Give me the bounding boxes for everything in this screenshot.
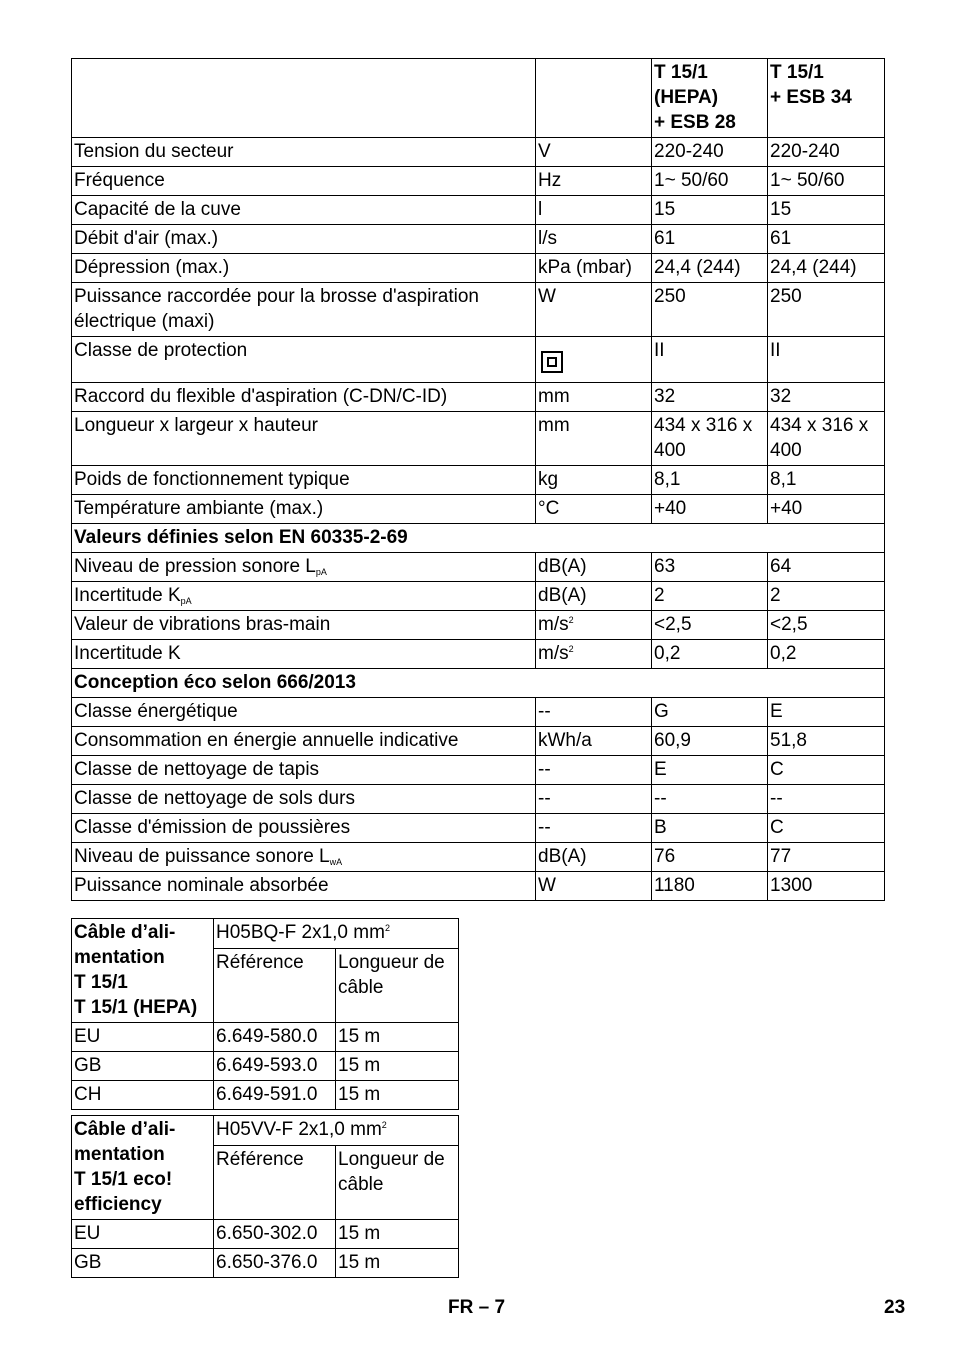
value-model-1: 8,1 [652, 466, 768, 495]
value-model-1: 32 [652, 383, 768, 412]
row-unit: kWh/a [536, 727, 652, 756]
value-model-2: 220-240 [768, 138, 885, 167]
row-unit: mm [536, 412, 652, 466]
table-row [72, 785, 885, 814]
value-model-2: 1300 [768, 872, 885, 901]
table-row [72, 337, 885, 383]
cable-length-header: Longueur de câble [336, 949, 459, 1023]
value-model-2: -- [768, 785, 885, 814]
reference-cell: 6.649-593.0 [214, 1052, 336, 1081]
value-model-2: 250 [768, 283, 885, 337]
table-row [72, 225, 885, 254]
value-model-1: 250 [652, 283, 768, 337]
table-row [72, 283, 885, 337]
table-row [72, 814, 885, 843]
value-model-2: 8,1 [768, 466, 885, 495]
reference-header: Référence [214, 949, 336, 1023]
country-cell: GB [72, 1052, 214, 1081]
value-model-1: 1180 [652, 872, 768, 901]
row-label: Poids de fonctionnement typique [72, 466, 536, 495]
table-row [72, 611, 885, 640]
row-unit: -- [536, 814, 652, 843]
value-model-1: 1~ 50/60 [652, 167, 768, 196]
table-row [72, 167, 885, 196]
row-unit: kg [536, 466, 652, 495]
table-row [72, 1023, 459, 1052]
section-row [72, 669, 885, 698]
table-row [72, 196, 885, 225]
row-unit: dB(A) [536, 843, 652, 872]
row-unit: mm [536, 383, 652, 412]
row-label: Puissance nominale absorbée [72, 872, 536, 901]
cable-table-title: Câble d’ali- mentation T 15/1 eco! efficiency [72, 1116, 214, 1220]
value-model-1: 15 [652, 196, 768, 225]
row-label: Température ambiante (max.) [72, 495, 536, 524]
row-unit: W [536, 283, 652, 337]
value-model-2: 0,2 [768, 640, 885, 669]
row-unit: W [536, 872, 652, 901]
power-cable-table-2 [71, 1115, 459, 1278]
country-cell: CH [72, 1081, 214, 1110]
row-unit: l [536, 196, 652, 225]
length-cell: 15 m [336, 1249, 459, 1278]
row-label: Raccord du flexible d'aspiration (C-DN/C-ID) [72, 383, 536, 412]
table-row [72, 254, 885, 283]
reference-cell: 6.650-376.0 [214, 1249, 336, 1278]
value-model-1: 2 [652, 582, 768, 611]
value-model-2: 434 x 316 x 400 [768, 412, 885, 466]
row-label: Valeur de vibrations bras-main [72, 611, 536, 640]
value-model-2: 77 [768, 843, 885, 872]
value-model-2: C [768, 814, 885, 843]
column-header-model-1: T 15/1 (HEPA) + ESB 28 [652, 59, 768, 138]
row-unit: dB(A) [536, 582, 652, 611]
table-row [72, 495, 885, 524]
value-model-2: 2 [768, 582, 885, 611]
row-label: Incertitude K [72, 640, 536, 669]
row-label: Tension du secteur [72, 138, 536, 167]
value-model-2: 61 [768, 225, 885, 254]
technical-data-table [71, 58, 885, 901]
cable-type: H05BQ-F 2x1,0 $mm^2$ [214, 919, 459, 949]
country-cell: GB [72, 1249, 214, 1278]
row-label: Classe d'émission de poussières [72, 814, 536, 843]
country-cell: EU [72, 1220, 214, 1249]
row-unit: kPa (mbar) [536, 254, 652, 283]
table-row [72, 582, 885, 611]
section-row [72, 524, 885, 553]
length-cell: 15 m [336, 1052, 459, 1081]
cable-length-header: Longueur de câble [336, 1146, 459, 1220]
table-row [72, 466, 885, 495]
table-row [72, 553, 885, 582]
value-model-1: +40 [652, 495, 768, 524]
row-unit: V [536, 138, 652, 167]
value-model-1: -- [652, 785, 768, 814]
row-label: Capacité de la cuve [72, 196, 536, 225]
value-model-2: 1~ 50/60 [768, 167, 885, 196]
value-model-1: 0,2 [652, 640, 768, 669]
page-number: 23 [884, 1297, 906, 1318]
row-unit [536, 337, 652, 383]
value-model-1: G [652, 698, 768, 727]
reference-cell: 6.649-580.0 [214, 1023, 336, 1052]
row-label: Niveau de pression sonore $L_{pA}$ [72, 553, 536, 582]
row-label: Longueur x largeur x hauteur [72, 412, 536, 466]
row-unit: $m/s^2$ [536, 611, 652, 640]
value-model-1: 60,9 [652, 727, 768, 756]
value-model-2: C [768, 756, 885, 785]
row-unit: °C [536, 495, 652, 524]
column-header-model-2: T 15/1 + ESB 34 [768, 59, 885, 138]
table-row [72, 1220, 459, 1249]
table-row [72, 756, 885, 785]
table-row [72, 1052, 459, 1081]
row-label: Classe de protection [72, 337, 536, 383]
row-label: Dépression (max.) [72, 254, 536, 283]
header-empty-cell [536, 59, 652, 138]
footer-section-label: FR – 7 [448, 1297, 506, 1318]
length-cell: 15 m [336, 1081, 459, 1110]
row-unit: Hz [536, 167, 652, 196]
table-row [72, 383, 885, 412]
value-model-1: E [652, 756, 768, 785]
value-model-2: 24,4 (244) [768, 254, 885, 283]
table-row [72, 872, 885, 901]
row-label: Débit d'air (max.) [72, 225, 536, 254]
row-label: Fréquence [72, 167, 536, 196]
value-model-2: 15 [768, 196, 885, 225]
value-model-1: II [652, 337, 768, 383]
value-model-2: +40 [768, 495, 885, 524]
header-empty-cell [72, 59, 536, 138]
row-label: Incertitude $K_{pA}$ [72, 582, 536, 611]
value-model-2: E [768, 698, 885, 727]
table-row [72, 1081, 459, 1110]
cable-table-title: Câble d’ali- mentation T 15/1 T 15/1 (HEPA) [72, 919, 214, 1023]
table-row [72, 412, 885, 466]
power-cable-table-1 [71, 918, 459, 1110]
country-cell: EU [72, 1023, 214, 1052]
value-model-1: 76 [652, 843, 768, 872]
value-model-1: 61 [652, 225, 768, 254]
value-model-1: 63 [652, 553, 768, 582]
row-label: Niveau de puissance sonore $L_{wA}$ [72, 843, 536, 872]
reference-header: Référence [214, 1146, 336, 1220]
value-model-2: 51,8 [768, 727, 885, 756]
value-model-1: 220-240 [652, 138, 768, 167]
value-model-1: 434 x 316 x 400 [652, 412, 768, 466]
reference-cell: 6.650-302.0 [214, 1220, 336, 1249]
row-label: Classe de nettoyage de tapis [72, 756, 536, 785]
row-unit: -- [536, 785, 652, 814]
row-unit: $m/s^2$ [536, 640, 652, 669]
row-label: Classe énergétique [72, 698, 536, 727]
table-row [72, 640, 885, 669]
section-heading-noise: Valeurs définies selon EN 60335-2-69 [72, 524, 885, 553]
row-label: Puissance raccordée pour la brosse d'aspiration électrique (maxi) [72, 283, 536, 337]
table-row [72, 1249, 459, 1278]
value-model-2: <2,5 [768, 611, 885, 640]
table-header-row [72, 59, 885, 138]
protection-class-ii-icon [541, 351, 563, 373]
section-heading-ecodesign: Conception éco selon 666/2013 [72, 669, 885, 698]
value-model-1: 24,4 (244) [652, 254, 768, 283]
length-cell: 15 m [336, 1220, 459, 1249]
length-cell: 15 m [336, 1023, 459, 1052]
row-label: Consommation en énergie annuelle indicative [72, 727, 536, 756]
table-row [72, 698, 885, 727]
reference-cell: 6.649-591.0 [214, 1081, 336, 1110]
row-unit: dB(A) [536, 553, 652, 582]
value-model-2: 64 [768, 553, 885, 582]
row-unit: -- [536, 756, 652, 785]
row-unit: -- [536, 698, 652, 727]
table-row [72, 727, 885, 756]
value-model-1: <2,5 [652, 611, 768, 640]
row-label: Classe de nettoyage de sols durs [72, 785, 536, 814]
table-row [72, 843, 885, 872]
value-model-2: II [768, 337, 885, 383]
value-model-2: 32 [768, 383, 885, 412]
table-row [72, 138, 885, 167]
row-unit: l/s [536, 225, 652, 254]
cable-type: H05VV-F 2x1,0 $mm^2$ [214, 1116, 459, 1146]
value-model-1: B [652, 814, 768, 843]
